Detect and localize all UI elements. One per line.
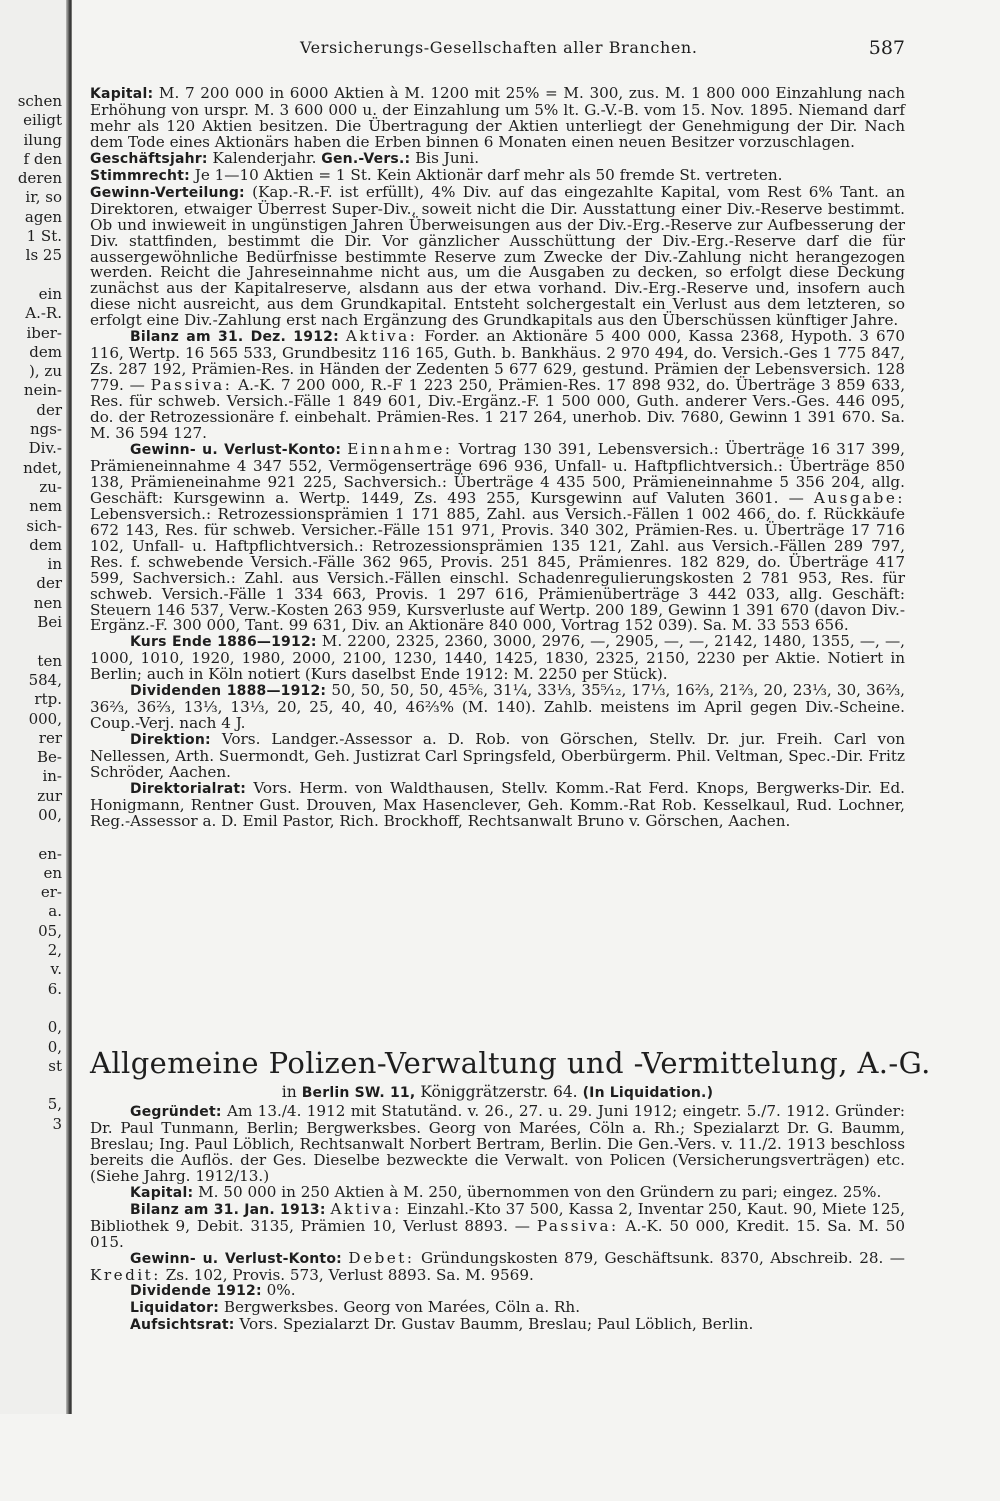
previous-page-fragment: 584,	[28, 670, 62, 689]
guv-einnahme-word: Einnahme:	[347, 439, 453, 458]
previous-page-fragment	[0, 1327, 66, 1346]
bilanz-passiva-word: Passiva:	[150, 376, 233, 395]
aufsichtsrat-label: Aufsichtsrat:	[130, 1317, 235, 1334]
previous-page-fragment	[0, 1231, 66, 1250]
previous-page-fragment: st	[48, 1056, 62, 1075]
previous-page-fragment: Be-	[37, 748, 62, 767]
previous-page-fragment: ), zu	[29, 362, 62, 381]
gegruendet-label: Gegründet:	[130, 1104, 222, 1120]
previous-page-fragment: 0,	[47, 1018, 62, 1037]
previous-page-fragment	[0, 1134, 66, 1153]
running-head-title: Versicherungs-Gesellschaften aller Branchen.	[300, 38, 698, 57]
guv2-kredit-text: Zs. 102, Provis. 573, Verlust 8893. Sa. M. 9569.	[165, 1265, 534, 1284]
dividende2-text: 0%.	[266, 1281, 296, 1300]
previous-page-fragment: er-	[40, 883, 62, 902]
guv-ausgabe-text: Lebensversich.: Retrozessionsprämien 1 171 885, Zahl. aus Versich.-Fällen 1 002 466, do. f. Rückkäufe 672 143, Res. für schweb. Versicher.-Fälle 151 971, Provis. 340 302, Prämien-Res. u. Überträge 17 716 102, Unfall- u. Haftpflichtversich.: Retrozessionsprämien 135 121, Zahl. aus Versich.-Fällen 289 797, Res. f. schwebende Versich.-Fälle 362 965, Provis. 251 845, Prämienres. 182 829, do. Überträge 417 599, Sachversich.: Zahl. aus Versich.-Fällen einschl. Schadenregulierungskosten 2 781 953, Res. für schweb. Versich.-Fälle 1 334 663, Provis. 1 297 616, Prämienüberträge 3 442 033, allg. Geschäft: Steuern 146 537, Verw.-Kosten 263 959, Kursverluste auf Wertp. 200 189, Gewinn 1 391 670 (davon Div.-Ergänz.-F. 300 000, Tant. 99 631, Div. an Aktionäre 840 000, Vortrag 152 039). Sa. M. 33 553 656.	[90, 504, 905, 635]
previous-page-fragment: zur	[37, 786, 62, 805]
bilanz-aktiva-word: Aktiva:	[345, 327, 418, 346]
previous-page-fragment: en	[43, 863, 62, 882]
previous-page-fragment	[0, 1192, 66, 1211]
dividenden-label: Dividenden 1888—1912:	[130, 683, 327, 700]
section-previous-company	[90, 86, 905, 830]
previous-page-fragment: ilung	[23, 130, 62, 149]
bilanz-passiva-text: A.-K. 7 200 000, R.-F 1 223 250, Prämien-Res. 17 898 932, do. Überträge 3 859 633, Res. für schweb. Versich.-Fälle 1 849 601, Div.-Ergänz.-F. 1 500 000, Guth. anderer Vers.-Ges. 446 095, do. der Retrozessionäre f. einbehalt. Prämien-Res. 1 217 264, unerhob. Div. 7680, Gewinn 1 391 670. Sa. M. 36 594 127.	[90, 376, 906, 443]
previous-page-fragment: ten	[37, 651, 62, 670]
previous-page-fragment: 2,	[47, 941, 62, 960]
previous-page-fragment	[0, 1443, 66, 1462]
previous-page-fragment: nein-	[23, 381, 62, 400]
geschaeftsjahr-text: Kalenderjahr.	[212, 148, 317, 167]
company-name: Allgemeine Polizen-Verwaltung und -Vermittelung, A.-G.	[90, 1046, 931, 1080]
previous-page-fragment: dem	[29, 342, 62, 361]
previous-page-fragments	[0, 92, 66, 1501]
direktion-label: Direktion:	[130, 732, 211, 749]
aufsichtsrat-text: Vors. Spezialarzt Dr. Gustav Baumm, Breslau; Paul Löblich, Berlin.	[239, 1315, 754, 1334]
previous-page-fragment: a.	[48, 902, 62, 921]
liquidation-status: (In Liquidation.)	[582, 1085, 714, 1101]
gewinn-verteilung-entry	[90, 182, 906, 330]
previous-page-fragment	[0, 266, 66, 285]
previous-page-fragment: Div.-	[28, 439, 62, 458]
previous-page-fragment: 0,	[47, 1037, 62, 1056]
kapital-label: Kapital:	[90, 86, 154, 102]
stimmrecht-text: Je 1—10 Aktien = 1 St. Kein Aktionär darf mehr als 50 fremde St. vertreten.	[194, 165, 783, 184]
direktorialrat-text: Vors. Herm. von Waldthausen, Stellv. Komm.-Rat Ferd. Knops, Bergwerks-Dir. Ed. Honigmann, Rentner Gust. Drouven, Max Hasenclever, Geh. Komm.-Rat Rob. Kesselkaul, Rud. Lochner, Reg.-Assessor a. D. Emil Pastor, Rich. Brockhoff, Rechtsanwalt Bruno v. Görschen, Aachen.	[90, 778, 906, 830]
previous-page-fragment: ndet,	[23, 458, 62, 477]
previous-page-fragment: 5,	[47, 1095, 62, 1114]
previous-page-fragment: v.	[50, 960, 62, 979]
bilanz-label: Bilanz am 31. Dez. 1912:	[130, 329, 339, 346]
liquidator-label: Liquidator:	[130, 1300, 219, 1317]
previous-page-fragment	[0, 1308, 66, 1327]
previous-page-fragment	[0, 632, 66, 651]
previous-page-fragment: schen	[17, 92, 62, 110]
previous-page-fragment: 1 St.	[26, 227, 62, 246]
guv-entry	[90, 439, 906, 635]
stimmrecht-label: Stimmrecht:	[90, 167, 190, 184]
previous-page-fragment: 3	[52, 1114, 62, 1133]
aufsichtsrat-entry	[90, 1317, 905, 1334]
dividenden-entry	[90, 683, 905, 732]
page-number: 587	[868, 37, 905, 59]
previous-page-fragment: 00,	[38, 805, 62, 824]
previous-page-fragment: en-	[38, 844, 62, 863]
kurs-text: M. 2200, 2325, 2360, 3000, 2976, —, 2905, —, —, 2142, 1480, 1355, —, —, 1000, 1010, 1920, 1980, 2000, 2100, 1230, 1440, 1425, 1830, 2325, 2150, 2230 per Aktie. Notiert in Berlin; auch in Köln notiert (Kurs daselbst Ende 1912: M. 2250 per Stück).	[90, 632, 905, 684]
bilanz2-aktiva-word: Aktiva:	[330, 1199, 402, 1218]
kapital2-label: Kapital:	[130, 1184, 194, 1201]
book-gutter	[66, 0, 72, 1414]
previous-page-fragment	[0, 1153, 66, 1172]
previous-page-fragment	[0, 825, 66, 844]
guv2-kredit-word: Kredit:	[90, 1265, 161, 1284]
bilanz2-passiva-word: Passiva:	[536, 1216, 619, 1235]
gen-vers-label: Gen.-Vers.:	[321, 150, 411, 167]
section-allgemeine-polizen	[90, 1104, 905, 1334]
previous-page-fragment	[0, 999, 66, 1018]
previous-page-fragment: sich-	[26, 516, 62, 535]
gegruendet-text: Am 13./4. 1912 mit Statutänd. v. 26., 27. u. 29. Juni 1912; eingetr. 5./7. 1912. Gründer: Dr. Paul Tunmann, Berlin; Bergwerksbes. Georg von Marées, Cöln a. Rh.; Spezialarzt Dr. G. Baumm, Breslau; Ing. Paul Löblich, Rechtsanwalt Norbert Bertram, Berlin. Die Gen.-Vers. v. 11./2. 1913 beschloss bereits die Auflös. der Ges. Dieselbe bezweckte die Verwalt. von Policen (Versicherungsverträgen) etc. (Siehe Jahrg. 1912/13.)	[90, 1102, 906, 1185]
previous-page-fragment: Bei	[37, 613, 62, 632]
previous-page-fragment: nen	[33, 593, 62, 612]
previous-page-fragment: eiligt	[23, 111, 62, 130]
previous-page-fragment: 000,	[28, 709, 62, 728]
location-street: Königgrätzerstr. 64.	[420, 1083, 578, 1101]
guv2-entry	[90, 1248, 905, 1284]
bilanz-aktiva-text: Forder. an Aktionäre 5 400 000, Kassa 2368, Hypoth. 3 670 116, Wertp. 16 565 533, Grundbesitz 116 165, Guth. b. Bankhäus. 2 970 494, do. Versich.-Ges 1 775 847, Zs. 287 192, Prämien-Res. in Händen der Zedenten 5 677 629, gestund. Prämien der Lebensversich. 128 779. —	[90, 327, 906, 395]
direktion-entry	[90, 732, 905, 781]
previous-page-fragment: iber-	[26, 323, 62, 342]
previous-page-fragment: ir, so	[25, 188, 62, 207]
direktion-text: Vors. Landger.-Assessor a. D. Rob. von Görschen, Stellv. Dr. jur. Freih. Carl von Nellessen, Arth. Suermondt, Geh. Justizrat Carl Springsfeld, Oberbürgerm. Phil. Veltman, Spec.-Dir. Fritz Schröder, Aachen.	[90, 730, 906, 782]
guv2-debet-text: Gründungskosten 879, Geschäftsunk. 8370, Abschreib. 28. —	[421, 1248, 905, 1267]
guv2-label: Gewinn- u. Verlust-Konto:	[130, 1250, 342, 1267]
guv-ausgabe-word: Ausgabe:	[813, 488, 906, 507]
bilanz2-label: Bilanz am 31. Jan. 1913:	[130, 1201, 326, 1218]
previous-page-fragment: dem	[29, 535, 62, 554]
guv-einnahme-text: Vortrag 130 391, Lebensversich.: Überträge 16 317 399, Prämieneinnahme 4 347 552, Vermögenserträge 696 936, Unfall- u. Haftpflichtversich.: Überträge 850 138, Prämieneinahme 921 225, Sachversich.: Überträge 4 435 500, Prämieneinnahme 5 356 204, allg. Geschäft: Kursgewinn a. Wertp. 1449, Zs. 493 255, Kursgewinn auf Valuten 3601. —	[90, 439, 906, 507]
previous-page-fragment: in	[47, 555, 62, 574]
previous-page-fragment: der	[36, 574, 62, 593]
previous-page-fragment: nem	[29, 497, 62, 516]
previous-page-fragment: 05,	[38, 921, 62, 940]
previous-page-fragment: ein	[38, 284, 62, 303]
company-location	[90, 1082, 905, 1103]
previous-page-fragment: ngs-	[29, 420, 62, 439]
gewinn-verteilung-label: Gewinn-Verteilung:	[90, 184, 245, 201]
previous-page-fragment: rtp.	[34, 690, 62, 709]
previous-page-fragment: der	[36, 400, 62, 419]
geschaeftsjahr-label: Geschäftsjahr:	[90, 150, 208, 167]
dividende2-label: Dividende 1912:	[130, 1283, 262, 1300]
previous-page-fragment: in-	[42, 767, 62, 786]
location-city: Berlin SW. 11,	[301, 1085, 416, 1101]
previous-page-fragment: f den	[23, 149, 62, 168]
bilanz2-aktiva-text: Einzahl.-Kto 37 500, Kassa 2, Inventar 250, Kaut. 90, Miete 125, Bibliothek 9, Debit. 3135, Prämien 10, Verlust 8893. —	[90, 1199, 906, 1235]
kapital-text: M. 7 200 000 in 6000 Aktien à M. 1200 mit 25% = M. 300, zus. M. 1 800 000 Einzahlung nach Erhöhung von urspr. M. 3 600 000 u. der Einzahlung um 5% lt. G.-V.-B. vom 15. Nov. 1895. Niemand darf mehr als 120 Aktien besitzen. Die Übertragung der Aktien unterliegt der Genehmigung der Dir. Nach dem Tode eines Aktionärs haben die Erben binnen 6 Monaten einen neuen Besitzer vorzuschlagen.	[90, 84, 906, 151]
previous-page-fragment: ls 25	[25, 246, 62, 265]
gegruendet-entry	[90, 1104, 905, 1185]
dividenden-text: 50, 50, 50, 50, 45⅚, 31¼, 33⅓, 35⁵⁄₁₂, 17⅓, 16⅔, 21⅔, 20, 23⅓, 30, 36⅔, 36⅔, 36⅔, 13⅓, 13⅓, 20, 25, 40, 40, 46⅔% (M. 140). Zahlb. meistens im April gegen Div.-Scheine. Coup.-Verj. nach 4 J.	[90, 681, 906, 733]
direktorialrat-label: Direktorialrat:	[130, 780, 247, 797]
previous-page-fragment: rer	[38, 728, 62, 747]
previous-page-fragment: zu-	[39, 477, 62, 496]
previous-page-fragment: 6.	[47, 979, 62, 998]
direktorialrat-entry	[90, 778, 906, 830]
kapital2-text: M. 50 000 in 250 Aktien à M. 250, übernommen von den Gründern zu pari; eingez. 25%.	[198, 1182, 882, 1201]
previous-page-fragment	[0, 1385, 66, 1404]
previous-page-fragment	[0, 1481, 66, 1500]
liquidator-text: Bergwerksbes. Georg von Marées, Cöln a. Rh.	[223, 1298, 581, 1317]
previous-page-fragment	[0, 1173, 66, 1192]
previous-page-fragment	[0, 1250, 66, 1269]
bilanz2-passiva-text: A.-K. 50 000, Kredit. 15. Sa. M. 50 015.	[90, 1216, 906, 1251]
running-head	[90, 38, 905, 62]
previous-page-fragment	[0, 1423, 66, 1442]
guv2-debet-word: Debet:	[348, 1248, 415, 1267]
company-heading	[90, 1046, 931, 1103]
previous-page-fragment	[0, 1288, 66, 1307]
location-prefix: in	[281, 1083, 297, 1101]
guv-label: Gewinn- u. Verlust-Konto:	[130, 441, 342, 458]
previous-page-fragment: A.-R.	[25, 304, 62, 323]
kurs-entry	[90, 634, 905, 683]
previous-page-fragment	[0, 1346, 66, 1365]
kapital-entry	[90, 86, 905, 151]
previous-page-fragment	[0, 1076, 66, 1095]
previous-page-fragment	[0, 1269, 66, 1288]
bilanz-entry	[90, 329, 905, 442]
previous-page-fragment	[0, 1211, 66, 1230]
previous-page-fragment	[0, 1366, 66, 1385]
gen-vers-text: Bis Juni.	[415, 148, 480, 167]
gewinn-verteilung-text: (Kap.-R.-F. ist erfüllt), 4% Div. auf das eingezahlte Kapital, vom Rest 6% Tant. an Direktoren, etwaiger Überrest Super-Div., soweit nicht die Dir. Ausstattung einer Div.-Reserve bestimmt. Ob und inwieweit in ungünstigen Jahren Überweisungen aus der Div.-Erg.-Reserve zur Aufbesserung der Div. stattfinden, bestimmt die Dir. Vor gänzlicher Ausschüttung der Div.-Erg.-Reserve darf die für aussergewöhnliche Bedürfnisse bestimmte Reserve zum Zwecke der Div.-Zahlung nicht herangezogen werden. Reicht die Jahreseinnahme nicht aus, um die Ausgaben zu decken, so erfolgt diese Deckung zunächst aus der Kapitalreserve, alsdann aus der etwa vorhand. Div.-Erg.-Reserve und, insofern auch diese nicht ausreicht, aus dem Grundkapital. Entsteht solchergestalt ein Verlust aus dem letzteren, so erfolgt eine Div.-Zahlung erst nach Ergänzung des Grundkapitals aus den Überschüssen künftiger Jahre.	[90, 182, 906, 330]
previous-page-fragment	[0, 1462, 66, 1481]
bilanz2-entry	[90, 1199, 906, 1251]
previous-page-fragment: agen	[24, 207, 62, 226]
kurs-label: Kurs Ende 1886—1912:	[130, 634, 317, 651]
previous-page-fragment: deren	[17, 169, 62, 188]
